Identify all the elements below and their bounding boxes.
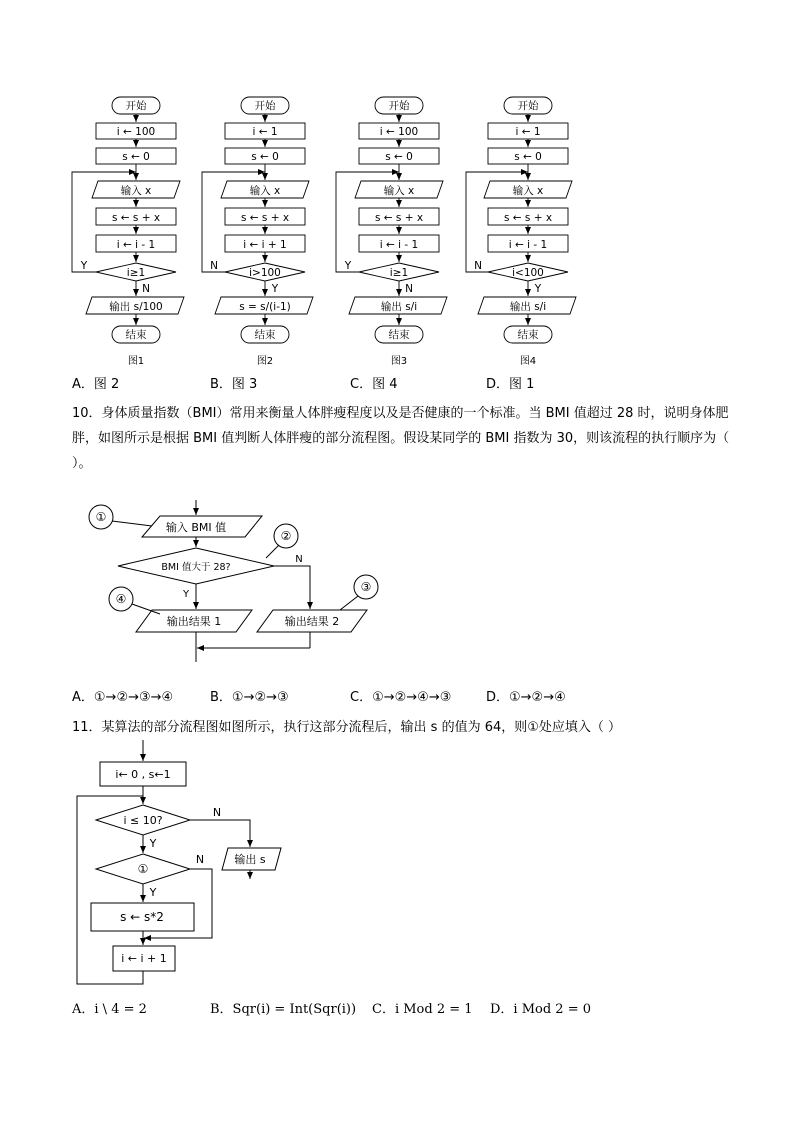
loop-branch-label: N xyxy=(210,260,218,272)
init-label-2: s ← 0 xyxy=(385,151,413,163)
marker-3-label: ③ xyxy=(360,580,372,594)
q11-option-a: A．i \ 4 = 2 xyxy=(72,1002,147,1017)
q11-option-b: B．Sqr(i) = Int(Sqr(i)) xyxy=(210,1002,357,1017)
condition-label: i≥1 xyxy=(126,267,146,279)
end-label: 结束 xyxy=(125,329,147,341)
process-label-1: s ← s + x xyxy=(503,212,553,224)
input-label: 输入 x xyxy=(383,185,415,197)
marker-1-pointer xyxy=(112,521,152,526)
q11-increment-label: i ← i + 1 xyxy=(121,952,167,965)
loop-branch-label: N xyxy=(474,260,482,272)
q10-option-c: C．①→②→④→③ xyxy=(350,690,452,705)
q11-option-c: C．i Mod 2 = 1 xyxy=(372,1002,473,1017)
marker-4-pointer xyxy=(132,604,160,614)
end-label: 结束 xyxy=(388,329,410,341)
end-label: 结束 xyxy=(517,329,539,341)
loop-branch-label: Y xyxy=(80,260,88,272)
end-label: 结束 xyxy=(254,329,276,341)
bmi-yes-label: Y xyxy=(182,589,190,600)
init-label-1: i ← 100 xyxy=(116,126,156,138)
process-label-1: s ← s + x xyxy=(111,212,161,224)
output-label: s = s/(i-1) xyxy=(239,301,291,313)
input-label: 输入 x xyxy=(512,185,544,197)
marker-4-label: ④ xyxy=(115,592,127,606)
process-label-2: i ← i - 1 xyxy=(116,239,156,251)
q10-option-d: D．①→②→④ xyxy=(486,690,566,705)
process-label-1: s ← s + x xyxy=(374,212,424,224)
marker-3-pointer xyxy=(340,596,358,610)
q11-process-label: s ← s*2 xyxy=(120,910,164,924)
exit-branch-label: N xyxy=(142,283,150,295)
exit-branch-label: Y xyxy=(534,283,542,295)
q11-condition-2-label: ① xyxy=(137,862,149,876)
figure-caption: 图1 xyxy=(127,356,145,367)
q11-option-d: D．i Mod 2 = 0 xyxy=(490,1002,592,1017)
condition-label: i>100 xyxy=(249,267,281,279)
q11-no-label-1: N xyxy=(212,806,222,819)
q11-yes-label-2: Y xyxy=(149,886,157,899)
output-label: 输出 s/i xyxy=(509,301,547,313)
marker-1-label: ① xyxy=(95,510,107,524)
loop-branch-label: Y xyxy=(344,260,352,272)
start-label: 开始 xyxy=(254,100,276,112)
condition-label: i<100 xyxy=(512,267,544,279)
bmi-input-label: 输入 BMI 值 xyxy=(165,521,227,534)
q11-no-label-2: N xyxy=(195,853,205,866)
figure-caption: 图3 xyxy=(390,356,408,367)
start-label: 开始 xyxy=(517,100,539,112)
q11-question-text: 11．某算法的部分流程图如图所示，执行这部分流程后，输出 s 的值为 64，则①处应填入（ ） xyxy=(72,720,622,735)
input-label: 输入 x xyxy=(120,185,152,197)
q10-option-a: A．①→②→③→④ xyxy=(72,690,174,705)
exit-branch-label: Y xyxy=(271,283,279,295)
condition-label: i≥1 xyxy=(389,267,409,279)
init-label-2: s ← 0 xyxy=(251,151,279,163)
bmi-condition-label: BMI 值大于 28? xyxy=(161,562,231,573)
process-label-2: i ← i + 1 xyxy=(243,239,287,251)
q9-option-b: B．图 3 xyxy=(210,377,258,392)
output-label: 输出 s/100 xyxy=(109,301,163,313)
marker-2-pointer xyxy=(266,545,279,558)
bmi-output-1-label: 输出结果 1 xyxy=(166,615,222,628)
q11-init-label: i← 0 , s←1 xyxy=(115,768,171,781)
figure-caption: 图4 xyxy=(519,356,537,367)
q9-option-c: C．图 4 xyxy=(350,377,398,392)
exit-branch-label: N xyxy=(405,283,413,295)
q11-condition-1-label: i ≤ 10? xyxy=(123,814,163,827)
bmi-flowchart xyxy=(89,500,378,662)
q10-question-text: 10．身体质量指数（BMI）常用来衡量人体胖瘦程度以及是否健康的一个标准。当 BMI 值超过 28 时，说明身体肥胖，如图所示是根据 BMI 值判断人体胖瘦的部分流程图。假设某同学的 BMI 指数为 30，则该流程的执行顺序为（ ）。 xyxy=(72,406,730,471)
q9-option-a: A．图 2 xyxy=(72,377,120,392)
init-label-2: s ← 0 xyxy=(122,151,150,163)
q10-option-b: B．①→②→③ xyxy=(210,690,289,705)
init-label-1: i ← 100 xyxy=(379,126,419,138)
bmi-output-2-label: 输出结果 2 xyxy=(284,615,340,628)
input-label: 输入 x xyxy=(249,185,281,197)
q11-output-label: 输出 s xyxy=(234,853,266,866)
start-label: 开始 xyxy=(388,100,410,112)
process-label-2: i ← i - 1 xyxy=(508,239,548,251)
init-label-1: i ← 1 xyxy=(252,126,278,138)
marker-2-label: ② xyxy=(280,529,292,543)
q9-option-d: D．图 1 xyxy=(486,377,535,392)
init-label-1: i ← 1 xyxy=(515,126,541,138)
start-label: 开始 xyxy=(125,100,147,112)
figure-caption: 图2 xyxy=(256,356,274,367)
process-label-1: s ← s + x xyxy=(240,212,290,224)
init-label-2: s ← 0 xyxy=(514,151,542,163)
process-label-2: i ← i - 1 xyxy=(379,239,419,251)
bmi-no-label: N xyxy=(295,554,303,565)
q11-yes-label-1: Y xyxy=(149,837,157,850)
output-label: 输出 s/i xyxy=(380,301,418,313)
